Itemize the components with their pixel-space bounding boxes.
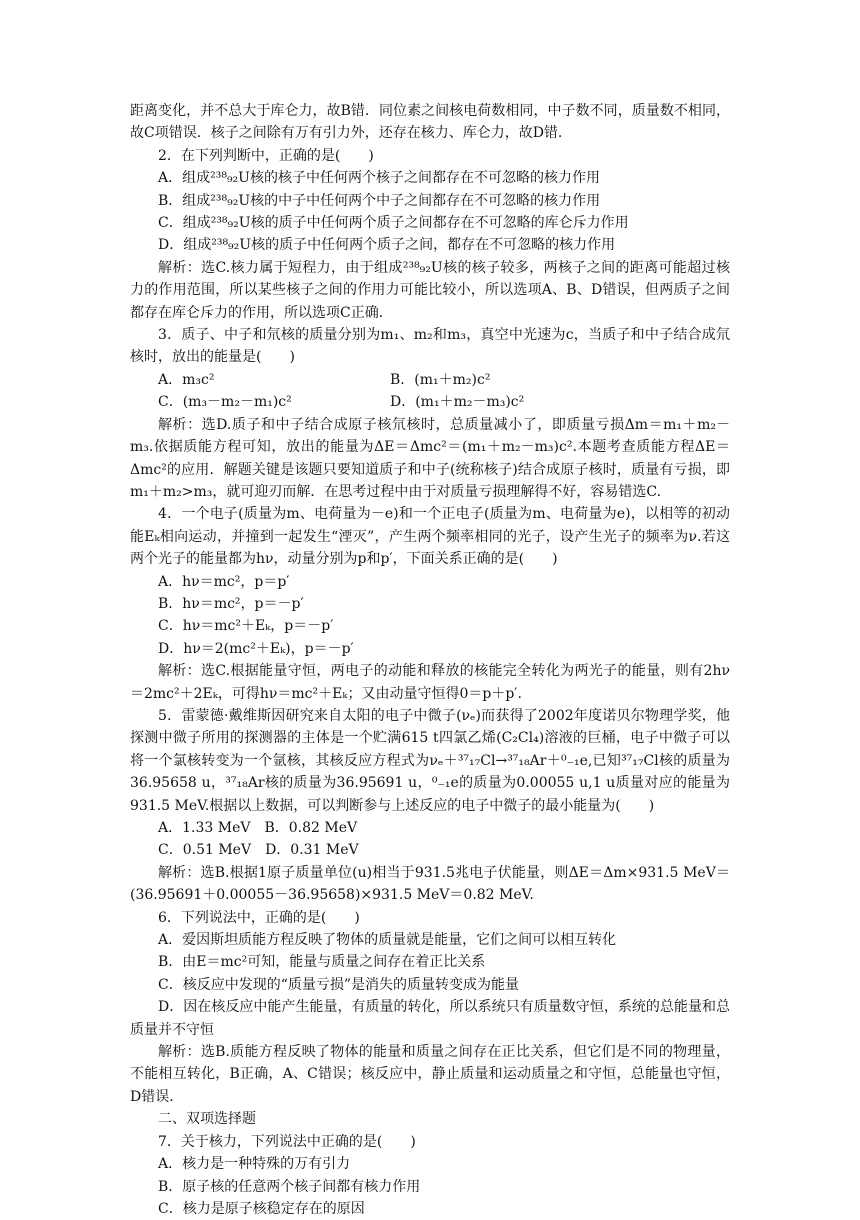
question-6: 6．下列说法中，正确的是( ) [158, 909, 360, 926]
section-heading-double-choice: 二、双项选择题 [158, 1111, 256, 1128]
question-7: 7．关于核力，下列说法中正确的是( ) [158, 1133, 416, 1150]
q5-answer: 解析：选B.根据1原子质量单位(u)相当于931.5兆电子伏能量，则ΔE＝Δm×931.5 MeV＝(36.95691＋0.00055－36.95658)×931.5 MeV＝0.82 MeV. [130, 864, 730, 904]
q6-option-a: A．爱因斯坦质能方程反映了物体的质量就是能量，它们之间可以相互转化 [158, 932, 617, 949]
q2-option-a: A．组成²³⁸₉₂U核的核子中任何两个核子之间都存在不可忽略的核力作用 [158, 170, 600, 187]
continued-text: 距离变化，并不总大于库仑力，故B错．同位素之间核电荷数相同，中子数不同，质量数不相同，故C项错误．核子之间除有万有引力外，还存在核力、库仑力，故D错． [130, 103, 730, 142]
q3-option-d: D．(m₁＋m₂－m₃)c² [390, 394, 525, 411]
q4-answer: 解析：选C.根据能量守恒，两电子的动能和释放的核能完全转化为两光子的能量，则有2hν＝2mc²＋2Eₖ，可得hν＝mc²＋Eₖ；又由动量守恒得0＝p＋p′. [130, 663, 730, 702]
q2-option-d: D．组成²³⁸₉₂U核的质子中任何两个质子之间，都存在不可忽略的核力作用 [158, 237, 616, 254]
q3-option-a: A．m₃c² [158, 371, 215, 388]
q4-option-c: C．hν＝mc²＋Eₖ，p＝－p′ [158, 618, 334, 635]
q3-options-row-1 [130, 369, 730, 391]
q3-option-c: C．(m₃－m₂－m₁)c² [158, 394, 292, 411]
q3-answer: 解析：选D.质子和中子结合成原子核氘核时，总质量减小了，即质量亏损Δm＝m₁＋m₂－m₃.依据质能方程可知，放出的能量为ΔE＝Δmc²＝(m₁＋m₂－m₃)c².本题考查质能方程ΔE＝Δmc²的应用．解题关键是该题只要知道质子和中子(统称核子)结合成原子核时，质量有亏损，即m₁＋m₂>m₃，就可迎刃而解．在思考过程中由于对质量亏损理解得不好，容易错选C. [130, 416, 730, 500]
q6-option-d: D．因在核反应中能产生能量，有质量的转化，所以系统只有质量数守恒，系统的总能量和总质量并不守恒 [130, 999, 730, 1038]
q7-option-c: C．核力是原子核稳定存在的原因 [158, 1200, 365, 1217]
q3-option-b: B．(m₁＋m₂)c² [390, 371, 491, 388]
q7-option-a: A．核力是一种特殊的万有引力 [158, 1156, 351, 1173]
q2-answer: 解析：选C.核力属于短程力，由于组成²³⁸₉₂U核的核子较多，两核子之间的距离可能超过核力的作用范围，所以某些核子之间的作用力可能比较小，所以选项A、B、D错误，但两质子之间都存在库仑斥力的作用，所以选项C正确． [130, 259, 730, 321]
question-4: 4．一个电子(质量为m、电荷量为－e)和一个正电子(质量为m、电荷量为e)，以相等的初动能Eₖ相向运动，并撞到一起发生“湮灭”，产生两个频率相同的光子，设产生光子的频率为ν.若这两个光子的能量都为hν，动量分别为p和p′，下面关系正确的是( ) [130, 506, 730, 568]
document-page [130, 100, 730, 1220]
q6-option-c: C．核反应中发现的“质量亏损”是消失的质量转变成为能量 [158, 976, 520, 993]
question-3: 3．质子、中子和氘核的质量分别为m₁、m₂和m₃，真空中光速为c，当质子和中子结合成氘核时，放出的能量是( ) [130, 327, 730, 366]
q3-options-row-2 [130, 391, 730, 413]
q4-option-a: A．hν＝mc²，p＝p′ [158, 573, 290, 590]
q5-options-cd: C．0.51 MeV D．0.31 MeV [158, 842, 359, 859]
q2-option-c: C．组成²³⁸₉₂U核的质子中任何两个质子之间都存在不可忽略的库仑斥力作用 [158, 215, 629, 232]
q6-answer: 解析：选B.质能方程反映了物体的能量和质量之间存在正比关系，但它们是不同的物理量，不能相互转化，B正确，A、C错误；核反应中，静止质量和运动质量之和守恒，总能量也守恒，D错误． [130, 1044, 730, 1105]
question-2: 2．在下列判断中，正确的是( ) [158, 147, 374, 164]
q4-option-d: D．hν＝2(mc²＋Eₖ)，p＝－p′ [158, 640, 354, 657]
q6-option-b: B．由E＝mc²可知，能量与质量之间存在着正比关系 [158, 954, 486, 971]
q5-options-ab: A．1.33 MeV B．0.82 MeV [158, 820, 358, 836]
q2-option-b: B．组成²³⁸₉₂U核的中子中任何两个中子之间都存在不可忽略的核力作用 [158, 192, 601, 209]
q7-option-b: B．原子核的任意两个核子间都有核力作用 [158, 1178, 421, 1195]
question-5: 5．雷蒙德·戴维斯因研究来自太阳的电子中微子(νₑ)而获得了2002年度诺贝尔物理学奖，他探测中微子所用的探测器的主体是一个贮满615 t四氯乙烯(C₂Cl₄)溶液的巨桶，电子中微子可以将一个氯核转变为一个氩核，其核反应方程式为νₑ＋³⁷₁₇Cl→³⁷₁₈Ar＋⁰₋₁e,已知³⁷₁₇Cl核的质量为36.95658 u，³⁷₁₈Ar核的质量为36.95691 u，⁰₋₁e的质量为0.00055 u,1 u质量对应的能量为931.5 MeV.根据以上数据，可以判断参与上述反应的电子中微子的最小能量为( ) [130, 707, 730, 814]
q4-option-b: B．hν＝mc²，p＝－p′ [158, 595, 304, 612]
